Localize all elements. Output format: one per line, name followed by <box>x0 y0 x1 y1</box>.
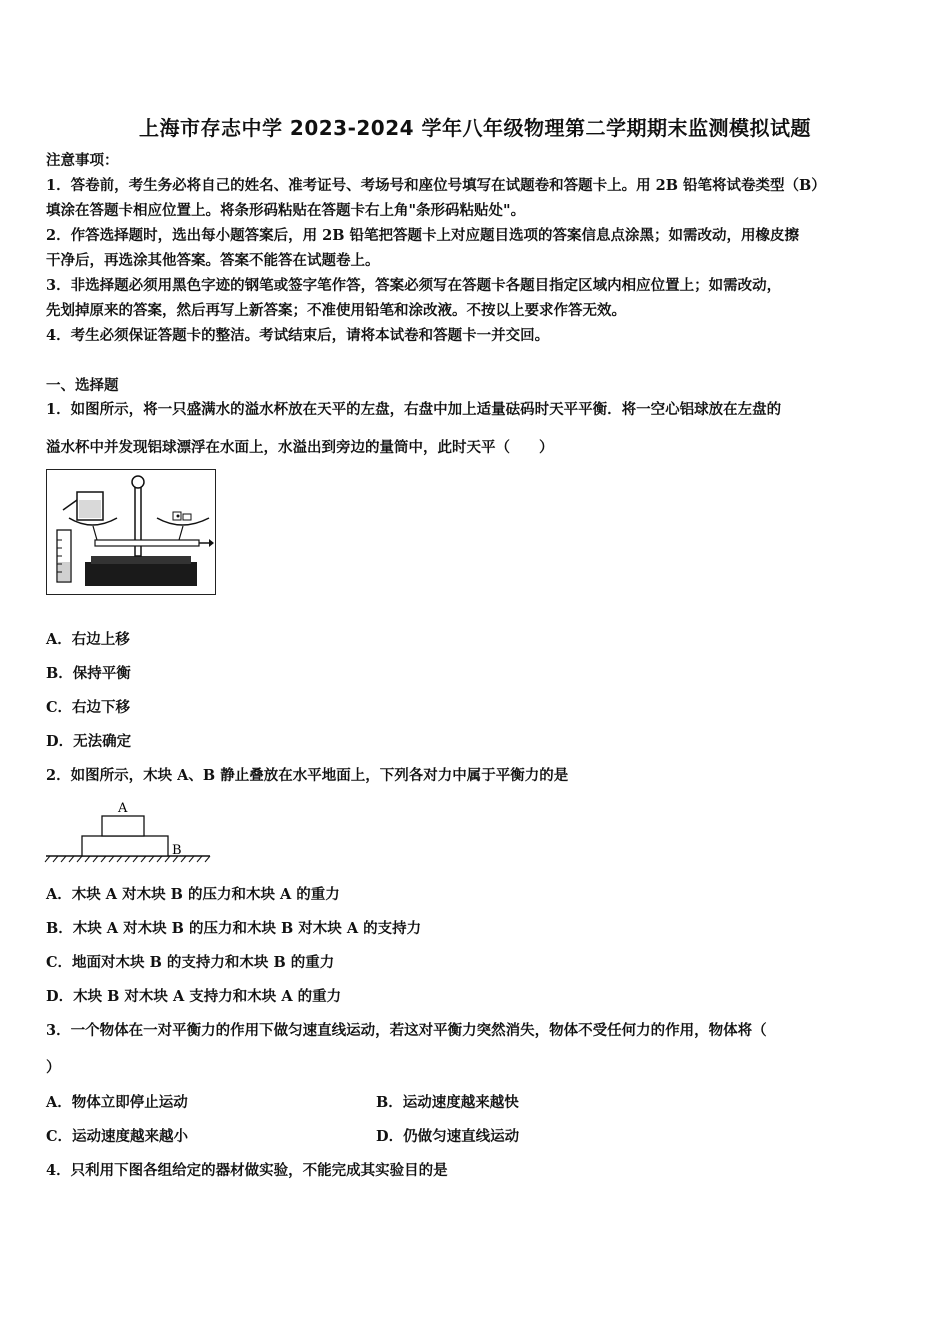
notice-line: 3．非选择题必须用黑色字迹的钢笔或签字笔作答，答案必须写在答题卡各题目指定区域内相应位置上；如需改动， <box>46 277 782 294</box>
q1-option-b: B．保持平衡 <box>46 665 131 682</box>
label-b: B <box>172 843 182 858</box>
q2-option-c: C．地面对木块 B 的支持力和木块 B 的重力 <box>46 954 335 971</box>
q3-stem-line2: ） <box>46 1059 61 1076</box>
notice-line: 干净后，再选涂其他答案。答案不能答在试题卷上。 <box>46 252 380 269</box>
notice-line: 4．考生必须保证答题卡的整洁。考试结束后，请将本试卷和答题卡一并交回。 <box>46 327 550 344</box>
q3-stem-line1: 3．一个物体在一对平衡力的作用下做匀速直线运动，若这对平衡力突然消失，物体不受任何力的作用，物体将（ <box>46 1022 767 1039</box>
q2-option-a: A．木块 A 对木块 B 的压力和木块 A 的重力 <box>46 886 340 903</box>
q1-stem-line2: 溢水杯中并发现铝球漂浮在水面上，水溢出到旁边的量筒中，此时天平（ ） <box>46 439 554 456</box>
q2-blocks-figure <box>44 798 214 868</box>
section-heading: 一、选择题 <box>46 377 119 394</box>
q4-stem: 4．只利用下图各组给定的器材做实验，不能完成其实验目的是 <box>46 1162 448 1179</box>
notice-line: 1．答卷前，考生务必将自己的姓名、准考证号、考场号和座位号填写在试题卷和答题卡上。用 2B 铅笔将试卷类型（B） <box>46 177 826 194</box>
q3-option-b: B．运动速度越来越快 <box>376 1094 519 1111</box>
label-a: A <box>118 801 128 816</box>
block-a <box>102 816 144 836</box>
q1-option-d: D．无法确定 <box>46 733 132 750</box>
q2-option-b: B．木块 A 对木块 B 的压力和木块 B 对木块 A 的支持力 <box>46 920 422 937</box>
notice-heading: 注意事项： <box>46 152 119 169</box>
block-b <box>82 836 168 856</box>
page-title: 上海市存志中学 2023-2024 学年八年级物理第二学期期末监测模拟试题 <box>138 116 812 140</box>
q3-option-d: D．仍做匀速直线运动 <box>376 1128 520 1145</box>
q1-option-a: A．右边上移 <box>46 631 130 648</box>
q1-stem-line1: 1．如图所示，将一只盛满水的溢水杯放在天平的左盘，右盘中加上适量砝码时天平平衡．将一空心铝球放在左盘的 <box>46 401 782 418</box>
q2-option-d: D．木块 B 对木块 A 支持力和木块 A 的重力 <box>46 988 342 1005</box>
balance-illustration <box>47 470 214 593</box>
notice-line: 先划掉原来的答案，然后再写上新答案；不准使用铅笔和涂改液。不按以上要求作答无效。 <box>46 302 626 319</box>
q1-option-c: C．右边下移 <box>46 699 131 716</box>
q3-option-a: A．物体立即停止运动 <box>46 1094 188 1111</box>
q1-balance-figure <box>46 469 216 595</box>
notice-line: 填涂在答题卡相应位置上。将条形码粘贴在答题卡右上角"条形码粘贴处"。 <box>46 202 526 219</box>
q3-option-c: C．运动速度越来越小 <box>46 1128 189 1145</box>
q2-stem: 2．如图所示，木块 A、B 静止叠放在水平地面上，下列各对力中属于平衡力的是 <box>46 767 569 784</box>
notice-line: 2．作答选择题时，选出每小题答案后，用 2B 铅笔把答题卡上对应题目选项的答案信息点涂黑；如需改动，用橡皮擦 <box>46 227 800 244</box>
